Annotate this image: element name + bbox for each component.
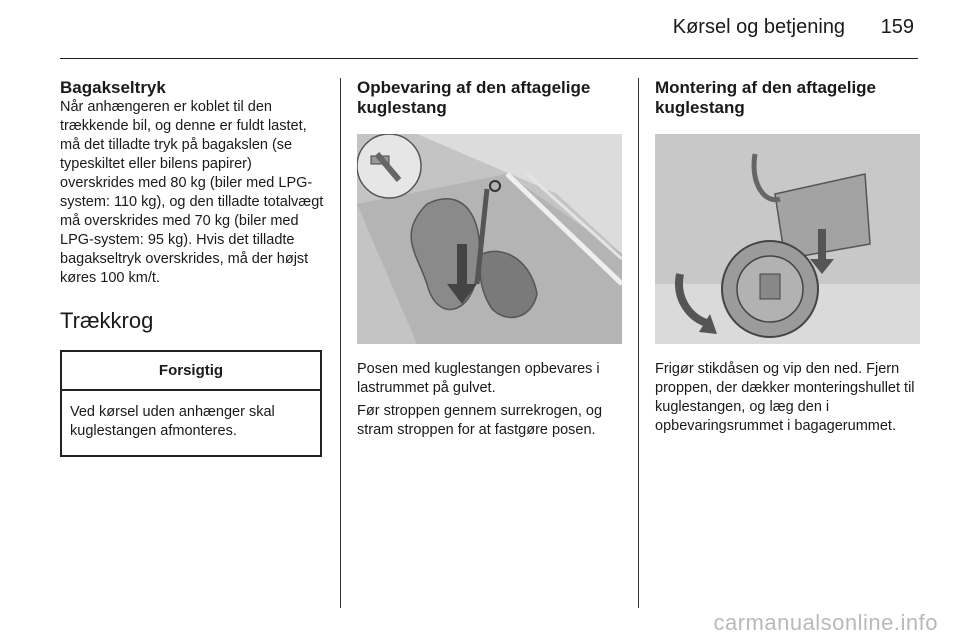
watermark: carmanualsonline.info <box>713 610 938 635</box>
header-rule <box>60 58 918 59</box>
column-divider <box>638 78 639 608</box>
column-1 <box>60 78 325 457</box>
section-heading-opbevaring: Opbevaring af den aftagelige kuglestang <box>357 78 591 117</box>
page-header <box>673 16 914 39</box>
column-2 <box>357 78 622 444</box>
body-text: Når anhængeren er koblet til den trækkende bil, og denne er fuldt lastet, må det tilladte tryk på bagakslen (se typeskiltet eller bilens papirer) overskrides med 80 kg (biler med LPG-system: 110 kg), og den tilladte totalvægt må overskrides med 70 kg (biler med LPG-system: 95 kg). Hvis det tilladte bagakseltryk overskrides, må der højst køres 100 km/t. <box>60 99 324 286</box>
page-number: 159 <box>880 16 914 38</box>
storage-illustration <box>357 134 622 344</box>
column-3 <box>655 78 920 440</box>
body-text: Før stroppen gennem surrekrogen, og stram stroppen for at fastgøre posen. <box>357 403 603 438</box>
caution-title: Forsigtig <box>62 352 320 391</box>
body-text: Posen med kuglestangen opbevares i lastrummet på gulvet. <box>357 361 600 396</box>
caution-box <box>60 350 322 457</box>
mounting-illustration <box>655 134 920 344</box>
column-divider <box>340 78 341 608</box>
section-heading-bagakseltryk: Bagakseltryk <box>60 78 166 97</box>
section-heading-montering: Montering af den aftagelige kuglestang <box>655 78 877 117</box>
chapter-title: Kørsel og betjening <box>672 16 846 38</box>
section-title-traekkrog: Trækkrog <box>60 308 154 333</box>
body-text: Frigør stikdåsen og vip den ned. Fjern proppen, der dækker monteringshullet til kuglestangen, og læg den i opbevaringsrummet i bagagerummet. <box>655 361 915 434</box>
caution-text: Ved kørsel uden anhænger skal kuglestangen afmonteres. <box>70 404 275 439</box>
